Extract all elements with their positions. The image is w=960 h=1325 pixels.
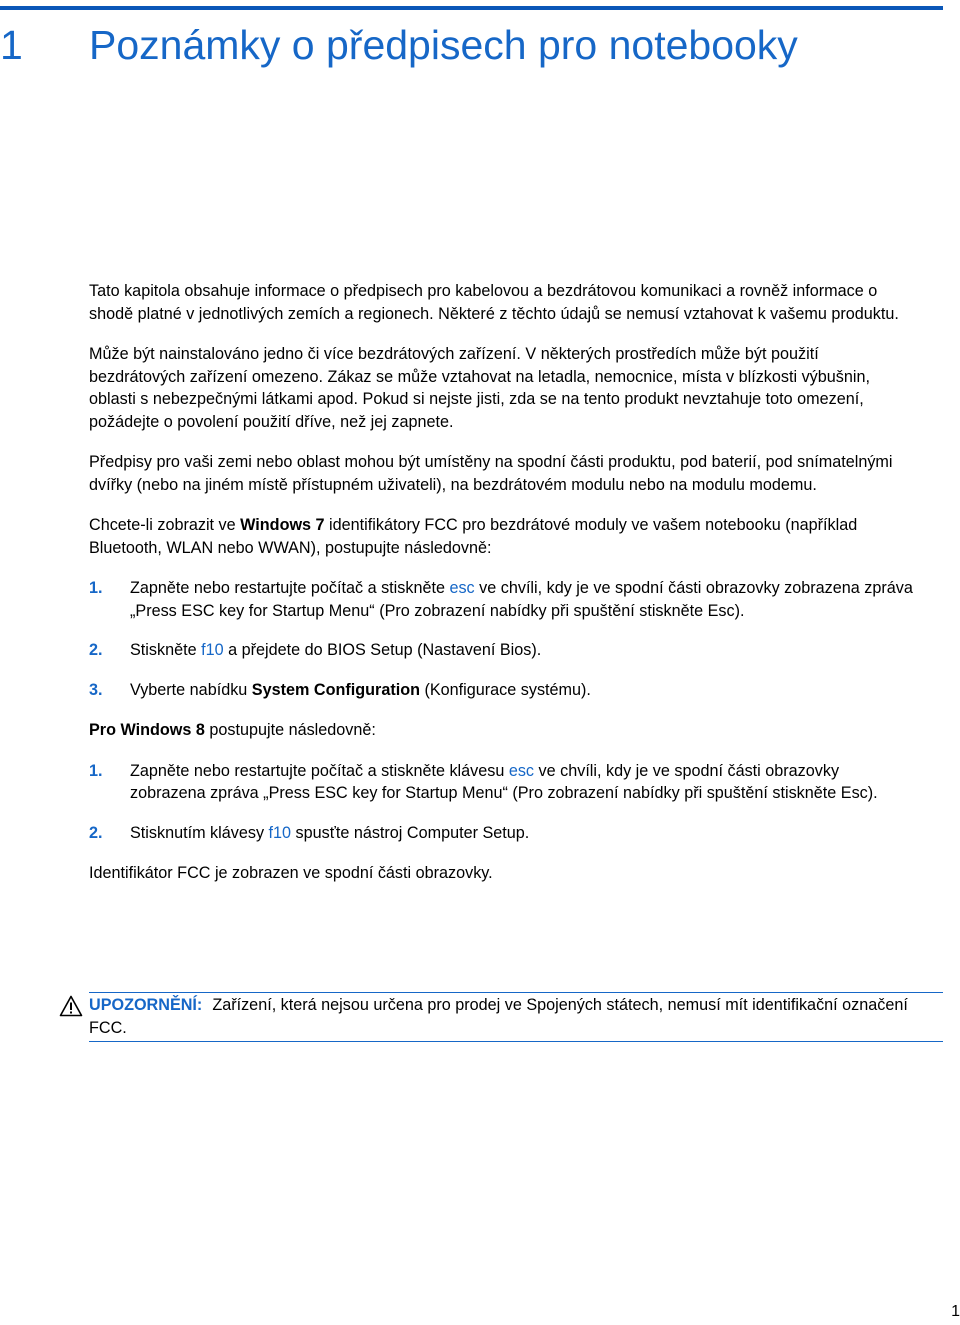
key-name: f10 [201, 641, 224, 659]
windows7-intro-before: Chcete-li zobrazit ve [89, 516, 241, 534]
key-name: esc [449, 579, 475, 597]
warning-triangle-icon [59, 995, 83, 1017]
step-text-after: ve chvíli, kdy je ve spodní části obrazovky zobrazena zpráva „Press ESC key for Startup Menu“ (Pro zobrazení nabídky při spuštění stiskněte Esc). [130, 579, 913, 620]
step-text-before: Zapněte nebo restartujte počítač a stiskněte [130, 579, 450, 597]
step-number: 1. [89, 761, 103, 780]
step-text-before: Stiskněte [130, 641, 202, 659]
step-number: 3. [89, 680, 103, 699]
windows8-step [89, 822, 919, 845]
windows8-intro-paragraph [89, 719, 919, 742]
windows7-intro-after: identifikátory FCC pro bezdrátové moduly ve vašem notebooku (například Bluetooth, WLAN nebo WWAN), postupujte následovně: [89, 516, 858, 557]
windows7-intro-paragraph [89, 514, 919, 559]
main-content [89, 280, 919, 903]
caution-text: Zařízení, která nejsou určena pro prodej ve Spojených státech, nemusí mít identifikační označení FCC. [89, 996, 908, 1037]
windows7-label: Windows 7 [240, 516, 325, 534]
menu-name: System Configuration [251, 680, 420, 699]
key-name: f10 [268, 823, 292, 842]
fcc-note-paragraph: Identifikátor FCC je zobrazen ve spodní části obrazovky. [89, 864, 493, 882]
step-text-before: Zapněte nebo restartujte počítač a stiskněte klávesu [130, 761, 509, 780]
intro-paragraph: Tato kapitola obsahuje informace o předpisech pro kabelovou a bezdrátovou komunikaci a rovněž informace o shodě platné v jednotlivých zemích a regionech. Některé z těchto údajů se nemusí vztahovat k vašemu produktu. [89, 282, 899, 323]
step-text-after: a přejdete do BIOS Setup (Nastavení Bios). [223, 641, 542, 659]
windows8-steps [89, 760, 919, 845]
page-number: 1 [951, 1303, 960, 1320]
caution-label: UPOZORNĚNÍ: [89, 996, 203, 1014]
step-number: 2. [89, 823, 103, 842]
regulatory-location-paragraph: Předpisy pro vaši zemi nebo oblast mohou být umístěny na spodní části produktu, pod baterií, pod snímatelnými dvířky (nebo na jiném místě přístupném uživateli), na bezdrátovém modulu nebo na modulu modemu. [89, 453, 893, 494]
step-text-before: Stisknutím klávesy [130, 823, 269, 842]
chapter-number: 1 [0, 22, 23, 68]
step-text-after: ve chvíli, kdy je ve spodní části obrazovky zobrazena zpráva „Press ESC key for Startup Menu“ (Pro zobrazení nabídky při spuštění stiskněte Esc). [130, 761, 878, 802]
windows7-steps [89, 577, 919, 701]
chapter-title: Poznámky o předpisech pro notebooky [89, 22, 798, 68]
windows8-step [89, 760, 919, 805]
step-number: 1. [89, 579, 103, 597]
step-text-after: spusťte nástroj Computer Setup. [291, 823, 530, 842]
top-rule [0, 6, 943, 10]
windows7-step [89, 679, 919, 702]
step-text-before: Vyberte nabídku [130, 680, 252, 699]
step-text-after: (Konfigurace systému). [419, 680, 591, 699]
windows8-label: Pro Windows 8 [89, 721, 205, 739]
step-number: 2. [89, 641, 103, 659]
windows8-intro-after: postupujte následovně: [204, 721, 376, 739]
key-name: esc [508, 761, 535, 780]
caution-box [89, 992, 943, 1042]
windows7-step [89, 639, 919, 662]
windows7-step [89, 577, 919, 622]
wireless-paragraph: Může být nainstalováno jedno či více bezdrátových zařízení. V některých prostředích může být použití bezdrátových zařízení omezeno. Zákaz se může vztahovat na letadla, nemocnice, místa v blízkosti výbušnin, oblasti s nebezpečnými látkami apod. Pokud si nejste jisti, zda se na tento produkt nevztahuje toto omezení, požádejte o povolení použití dříve, než jej zapnete. [89, 345, 870, 431]
